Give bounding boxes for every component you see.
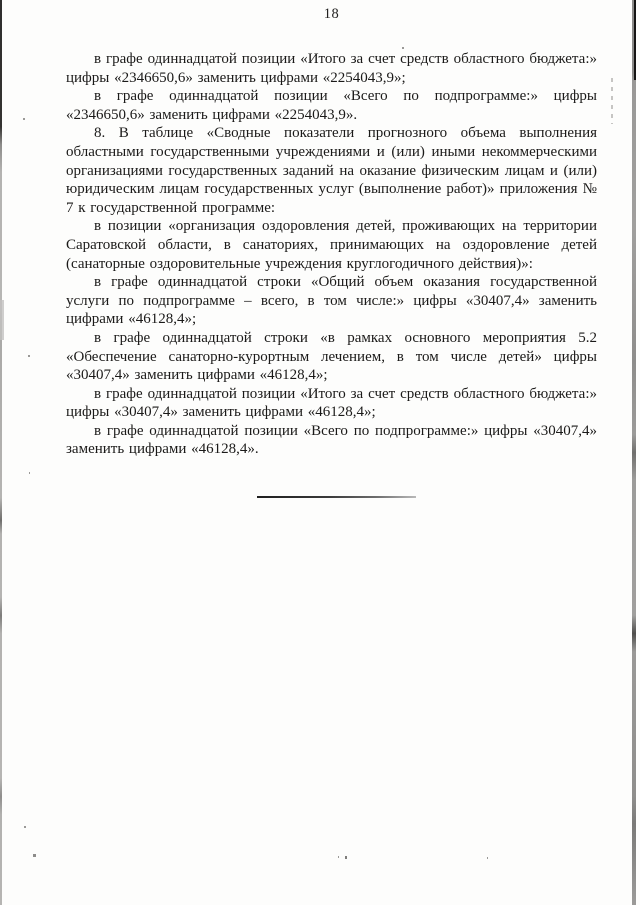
paragraph: в графе одиннадцатой строки «в рамках основного мероприятия 5.2 «Обеспечение санаторно-курортным лечением, в том числе детей» цифры «30407,4» заменить цифрами «46128,4»; — [66, 329, 597, 384]
paragraph: в графе одиннадцатой позиции «Итого за счет средств областного бюджета:» цифры «2346650,6» заменить цифрами «2254043,9»; — [66, 51, 597, 86]
scan-margin-dash — [611, 78, 613, 124]
scan-edge-right-line — [632, 0, 636, 905]
scan-edge-left-line — [0, 0, 2, 905]
scan-speck — [28, 355, 30, 357]
scan-speck — [29, 472, 30, 474]
section-separator-line — [257, 496, 416, 498]
page-number: 18 — [323, 6, 340, 22]
scan-speck — [345, 856, 347, 859]
scan-speck — [33, 854, 36, 857]
paragraph: в графе одиннадцатой позиции «Итого за счет средств областного бюджета:» цифры «30407,4» заменить цифрами «46128,4»; — [66, 385, 597, 421]
document-body-text — [66, 50, 597, 459]
scan-edge-left-band — [0, 300, 4, 340]
paragraph: в графе одиннадцатой строки «Общий объем оказания государственной услуги по подпрограмме – всего, в том числе:» цифры «30407,4» заменить цифрами «46128,4»; — [66, 274, 597, 328]
scan-speck — [402, 47, 404, 49]
scan-speck — [487, 857, 488, 859]
paragraph: в графе одиннадцатой позиции «Всего по подпрограмме:» цифры «2346650,6» заменить цифрами «2254043,9». — [66, 88, 597, 123]
paragraph: в позиции «организация оздоровления детей, проживающих на территории Саратовской области, в санаториях, принимающих на оздоровление детей (санаторные оздоровительные учреждения круглогодичного действия)»: — [66, 218, 597, 272]
scan-speck — [338, 856, 339, 858]
scan-speck — [23, 118, 25, 120]
paragraph: 8. В таблице «Сводные показатели прогнозного объема выполнения областными государственными учреждениями и (или) иными некоммерческими организациями государственных заданий на оказание физическим лицам и (или) юридическим лицам государственных услуг (выполнение работ)» приложения № 7 к государственной программе: — [66, 125, 597, 216]
scan-speck — [24, 826, 26, 828]
scan-edge-right-dark-segment — [634, 0, 636, 80]
paragraph: в графе одиннадцатой позиции «Всего по подпрограмме:» цифры «30407,4» заменить цифрами «46128,4». — [66, 422, 597, 458]
